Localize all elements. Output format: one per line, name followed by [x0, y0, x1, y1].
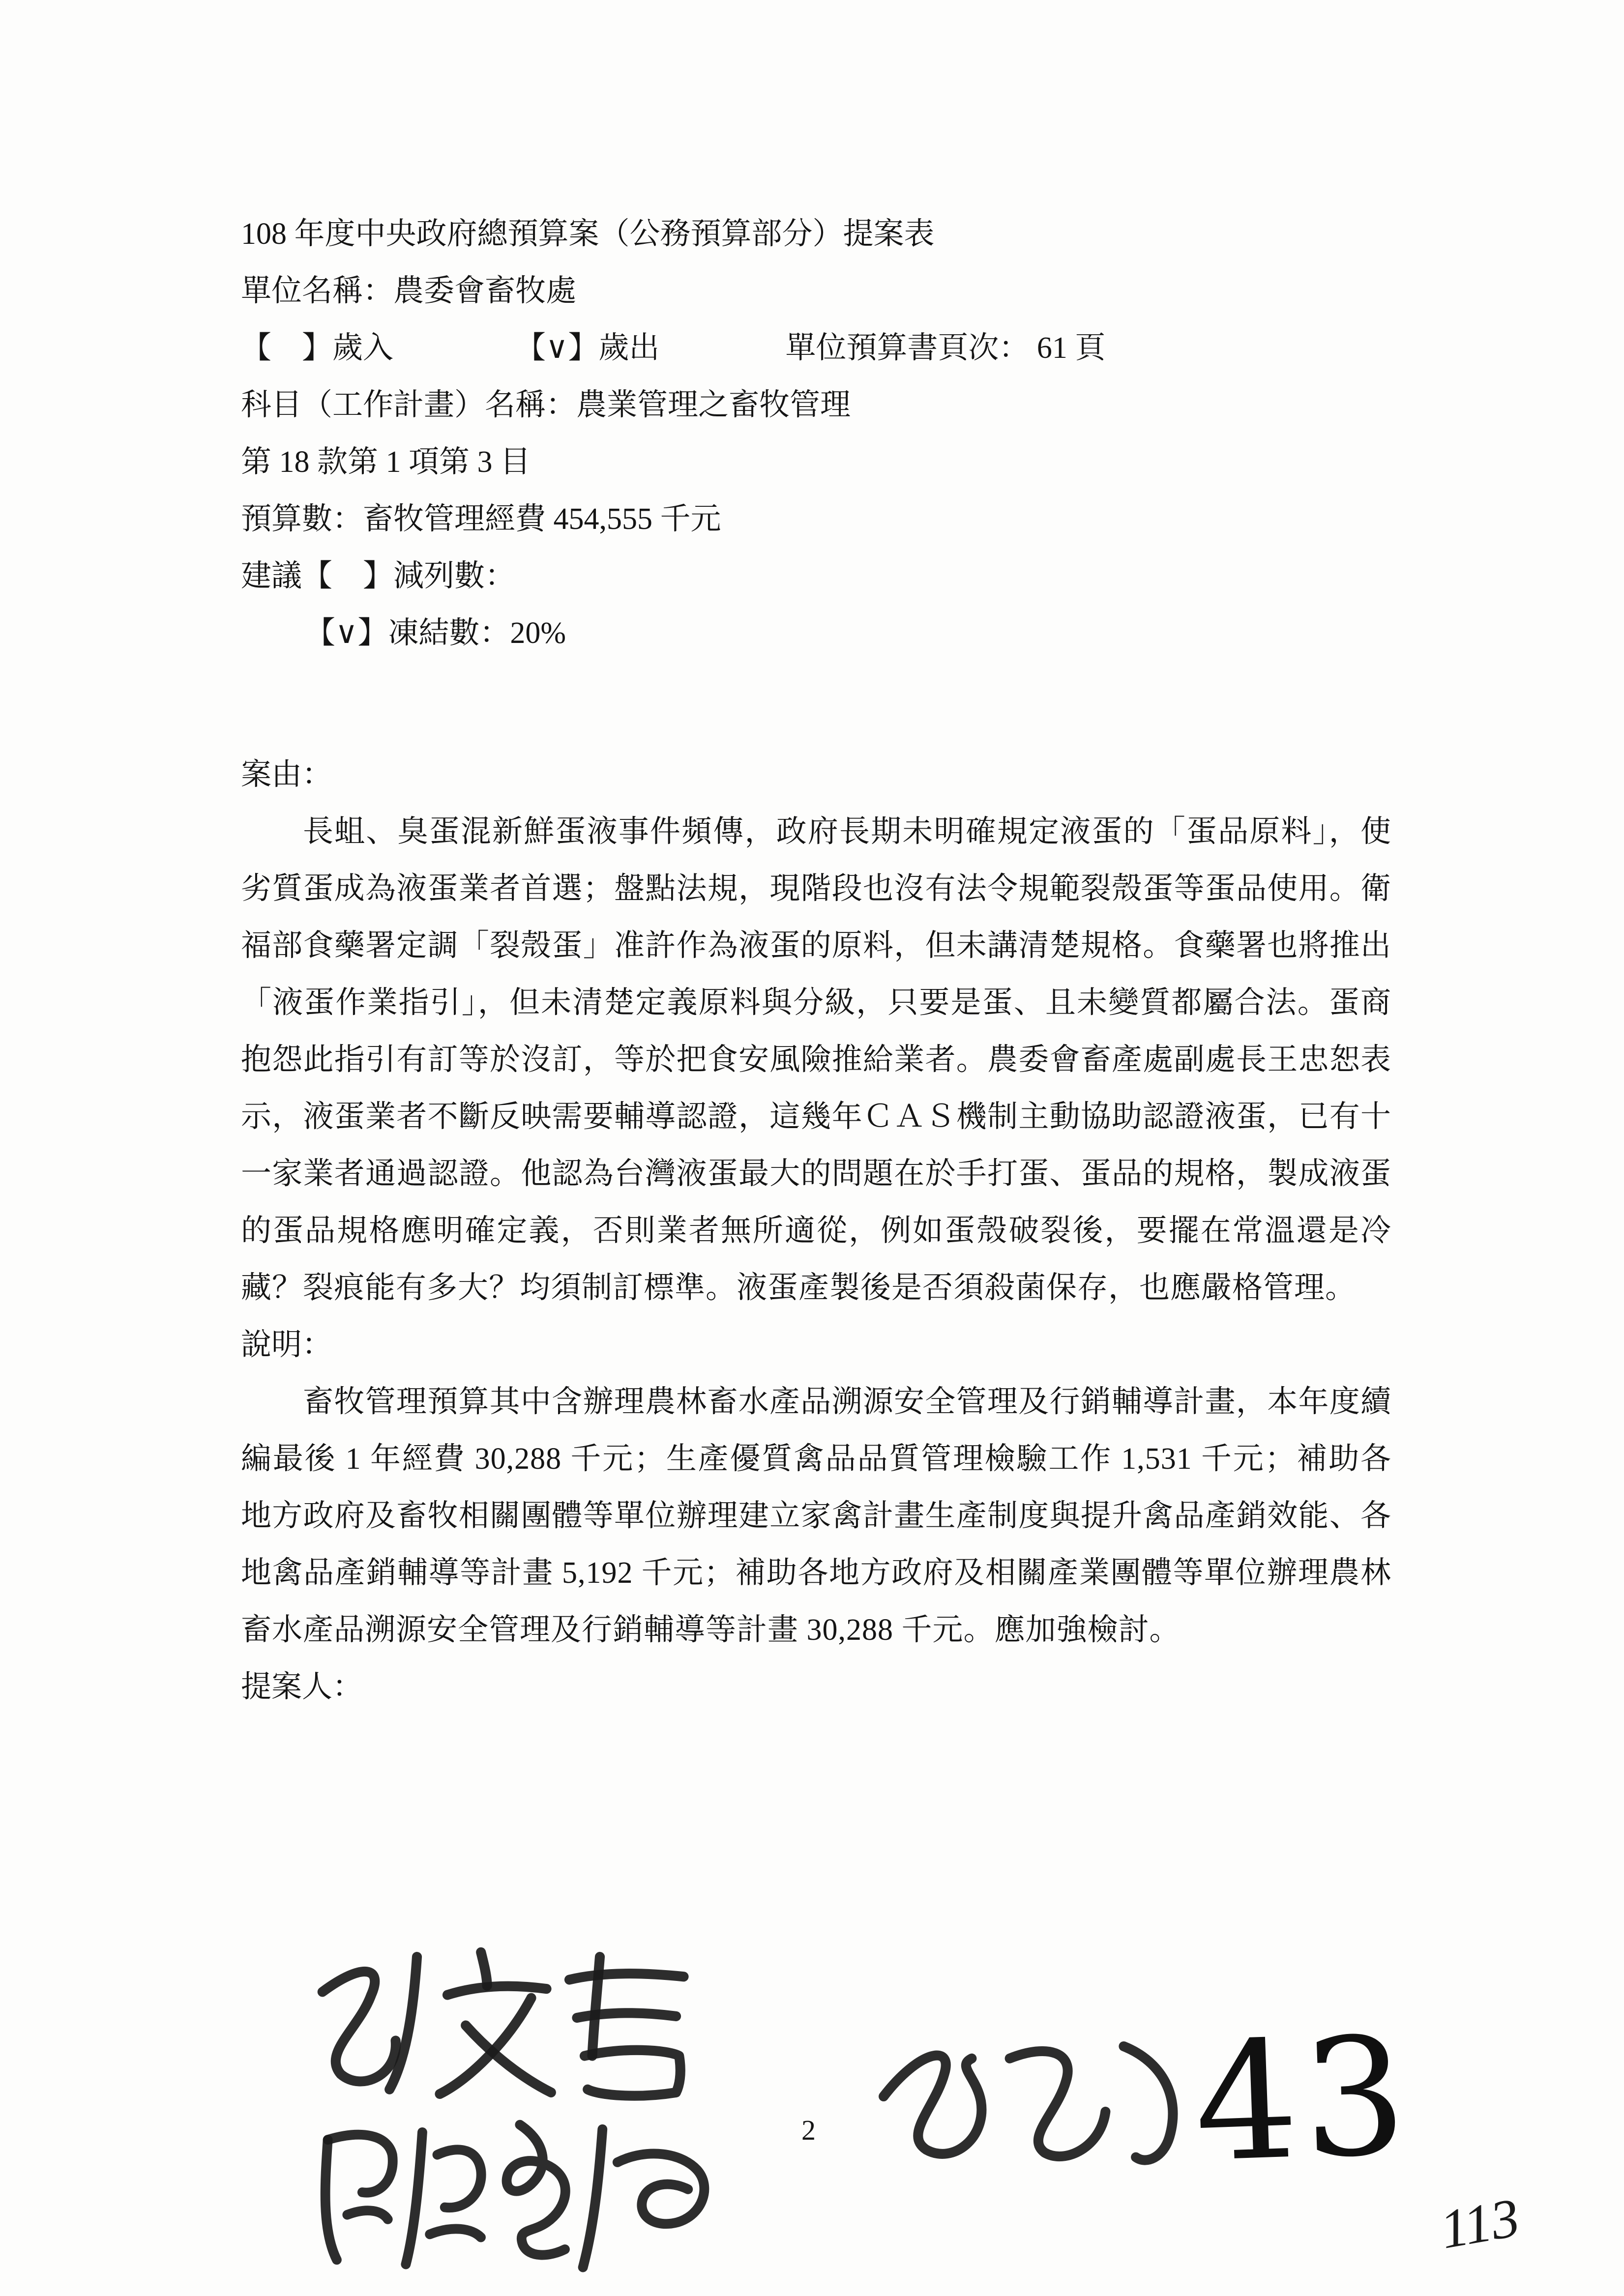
page-number: 2: [801, 2114, 816, 2146]
subject-line: 科目（工作計畫）名稱：農業管理之畜牧管理: [241, 388, 851, 422]
expenditure-checkbox: 【∨】歲出: [515, 331, 660, 365]
unit-name-line: 單位名稱：農委會畜牧處: [241, 274, 577, 308]
revenue-checkbox: 【 】歲入: [241, 331, 394, 365]
budget-book-page-ref: 單位預算書頁次： 61 頁: [785, 331, 1106, 365]
signature-1: [295, 1932, 752, 2104]
explanation-label: 說明：: [241, 1328, 333, 1362]
signature-2: [310, 2099, 738, 2286]
suggestion-freeze-line: 【∨】凍結數：20%: [305, 616, 566, 650]
handwritten-number-43: 43: [1191, 2002, 1415, 2198]
item-line: 第 18 款第 1 項第 3 目: [241, 445, 531, 479]
case-paragraph: 長蛆、臭蛋混新鮮蛋液事件頻傳，政府長期未明確規定液蛋的「蛋品原料」，使劣質蛋成為液蛋業者首選；盤點法規，現階段也沒有法令規範裂殼蛋等蛋品使用。衛福部食藥署定調「裂殼蛋」准許作為液蛋的原料，但未講清楚規格。食藥署也將推出「液蛋作業指引」，但未清楚定義原料與分級，只要是蛋、且未變質都屬合法。蛋商抱怨此指引有訂等於沒訂，等於把食安風險推給業者。農委會畜產處副處長王忠恕表示，液蛋業者不斷反映需要輔導認證，這幾年ＣＡＳ機制主動協助認證液蛋，已有十一家業者通過認證。他認為台灣液蛋最大的問題在於手打蛋、蛋品的規格，製成液蛋的蛋品規格應明確定義，否則業者無所適從，例如蛋殼破裂後，要擺在常溫還是冷藏？裂痕能有多大？均須制訂標準。液蛋產製後是否須殺菌保存，也應嚴格管理。: [241, 815, 1391, 1305]
budget-amount-line: 預算數：畜牧管理經費 454,555 千元: [241, 502, 721, 536]
proposer-label: 提案人：: [241, 1670, 363, 1704]
suggestion-reduce-line: 建議【 】減列數：: [241, 559, 516, 593]
document-title: 108 年度中央政府總預算案（公務預算部分）提案表: [241, 217, 935, 251]
document-content: [241, 205, 1391, 1715]
explanation-paragraph: 畜牧管理預算其中含辦理農林畜水產品溯源安全管理及行銷輔導計畫，本年度續編最後 1 年經費 30,288 千元；生產優質禽品品質管理檢驗工作 1,531 千元；補助各地方政府及畜牧相關團體等單位辦理建立家禽計畫生產制度與提升禽品產銷效能、各地禽品產銷輔導等計畫 5,192 千元；補助各地方政府及相關產業團體等單位辦理農林畜水產品溯源安全管理及行銷輔導等計畫 30,288 千元。應加強檢討。: [241, 1385, 1391, 1647]
signature-3: [865, 2010, 1200, 2182]
handwritten-number-113: 113: [1436, 2187, 1524, 2261]
budget-type-row: [241, 320, 1391, 377]
case-label: 案由：: [241, 758, 333, 791]
